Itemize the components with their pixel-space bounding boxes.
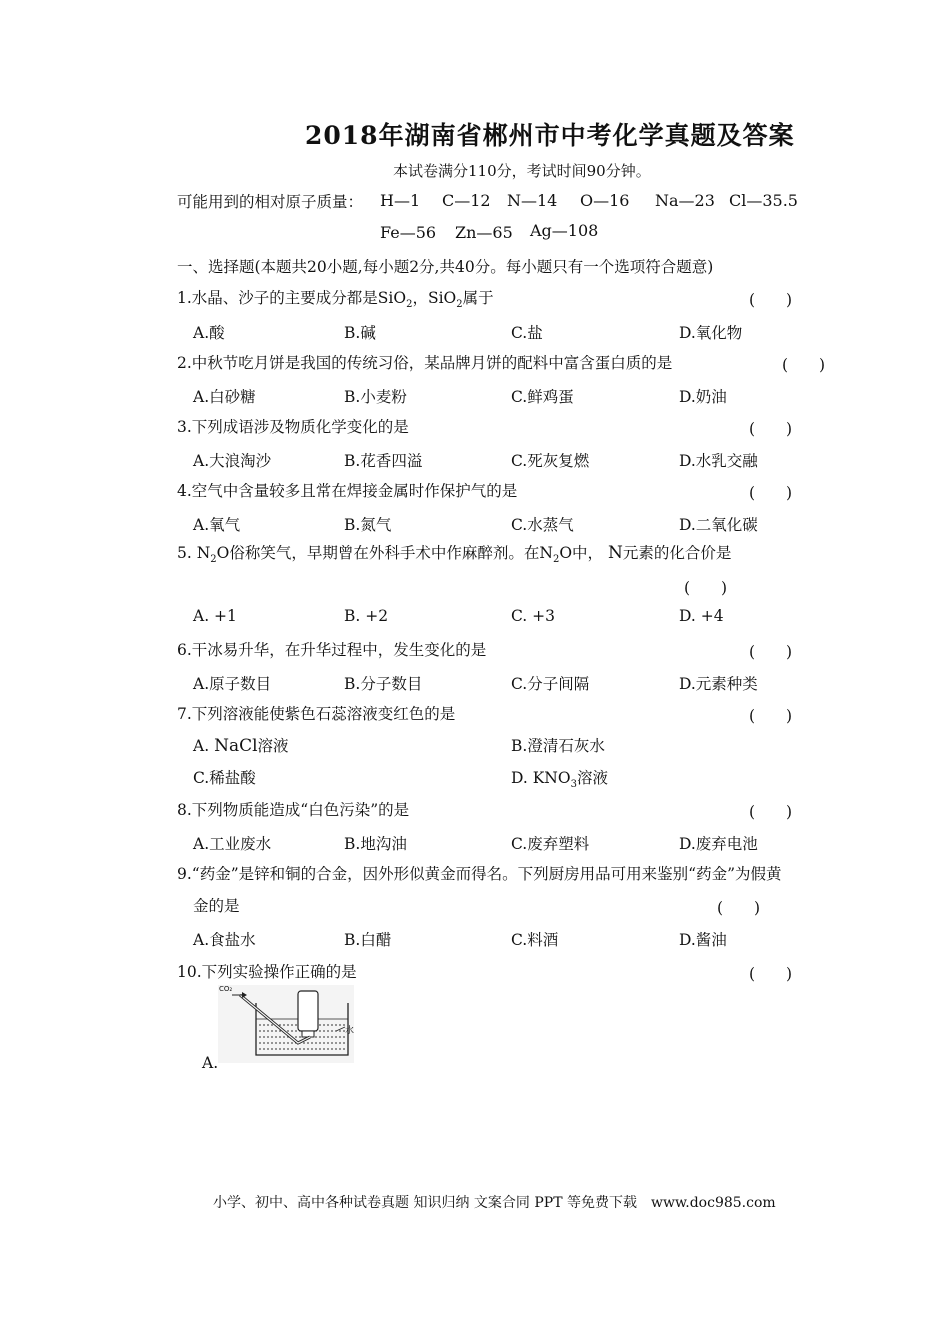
option-c: C. +3 (511, 607, 556, 625)
question-3-stem: 3.下列成语涉及物质化学变化的是 (177, 418, 409, 436)
question-1-stem: 1.水晶、沙子的主要成分都是SiO$_2$，SiO$_2$属于 (177, 289, 494, 311)
atomic-mass-ag: Ag—108 (530, 221, 599, 240)
answer-blank[interactable]: ( ) (749, 965, 793, 983)
option-d: D.酱油 (679, 931, 727, 949)
page-footer: 小学、初中、高中各种试卷真题 知识归纳 文案合同 PPT 等免费下载 www.doc985.com (213, 1195, 776, 1211)
option-a: A.氧气 (193, 516, 241, 534)
option-b: B.花香四溢 (344, 452, 423, 470)
answer-blank[interactable]: ( ) (717, 899, 761, 917)
option-b: B.澄清石灰水 (511, 737, 605, 755)
atomic-mass-label: 可能用到的相对原子质量： (177, 193, 364, 211)
option-d: D. $KNO_3$溶液 (511, 769, 608, 791)
option-a: A. NaCl溶液 (193, 736, 289, 756)
option-b: B.碱 (344, 324, 376, 342)
answer-blank[interactable]: ( ) (684, 579, 728, 597)
option-c: C.死灰复燃 (511, 452, 590, 470)
atomic-mass-c: C—12 (442, 191, 491, 210)
option-d: D.氧化物 (679, 324, 743, 342)
answer-blank[interactable]: ( ) (749, 803, 793, 821)
question-2-stem: 2.中秋节吃月饼是我国的传统习俗，某品牌月饼的配料中富含蛋白质的是 (177, 354, 673, 372)
option-a: A.工业废水 (193, 835, 272, 853)
answer-blank[interactable]: ( ) (749, 420, 793, 438)
option-c: C.稀盐酸 (193, 769, 256, 787)
option-c: C.料酒 (511, 931, 559, 949)
option-d: D. +4 (679, 607, 724, 625)
gas-collection-figure (218, 985, 354, 1063)
option-c: C.废弃塑料 (511, 835, 590, 853)
exam-info: 本试卷满分110分，考试时间90分钟。 (393, 162, 651, 180)
atomic-mass-h: H—1 (380, 191, 421, 210)
option-b: B.地沟油 (344, 835, 407, 853)
option-b: B.分子数目 (344, 675, 423, 693)
answer-blank[interactable]: ( ) (749, 707, 793, 725)
atomic-mass-n: N—14 (507, 191, 558, 210)
option-b: B.小麦粉 (344, 388, 407, 406)
atomic-mass-zn: Zn—65 (455, 223, 513, 242)
question-7-stem: 7.下列溶液能使紫色石蕊溶液变红色的是 (177, 705, 456, 723)
answer-blank[interactable]: ( ) (749, 291, 793, 309)
atomic-mass-o: O—16 (580, 191, 630, 210)
question-5-stem: 5. $N_2O$俗称笑气，早期曾在外科手术中作麻醉剂。在$N_2O$中， N元素的化合价是 (177, 543, 732, 566)
option-d: D.二氧化碳 (679, 516, 758, 534)
option-c: C.鲜鸡蛋 (511, 388, 574, 406)
water-label: 水 (345, 1026, 355, 1036)
answer-blank[interactable]: ( ) (782, 356, 826, 374)
question-10-stem: 10.下列实验操作正确的是 (177, 963, 357, 981)
option-c: C.分子间隔 (511, 675, 590, 693)
option-a: A.原子数目 (193, 675, 272, 693)
option-a: A.白砂糖 (193, 388, 256, 406)
option-d: D.废弃电池 (679, 835, 758, 853)
option-d: D.元素种类 (679, 675, 758, 693)
option-b: B. +2 (344, 607, 389, 625)
atomic-mass-fe: Fe—56 (380, 223, 437, 242)
option-a: A.酸 (193, 324, 225, 342)
option-a: A.食盐水 (193, 931, 256, 949)
atomic-mass-na: Na—23 (655, 191, 715, 210)
question-9-stem: 9.“药金”是锌和铜的合金，因外形似黄金而得名。下列厨房用品可用来鉴别“药金”为假黄 (177, 865, 782, 883)
page-title: 2018年湖南省郴州市中考化学真题及答案 (305, 121, 795, 150)
question-8-stem: 8.下列物质能造成“白色污染”的是 (177, 801, 410, 819)
option-b: B.白醋 (344, 931, 392, 949)
question-6-stem: 6.干冰易升华，在升华过程中，发生变化的是 (177, 641, 487, 659)
option-d: D.水乳交融 (679, 452, 758, 470)
option-c: C.水蒸气 (511, 516, 574, 534)
option-b: B.氮气 (344, 516, 392, 534)
answer-blank[interactable]: ( ) (749, 484, 793, 502)
question-9-stem-cont: 金的是 (193, 897, 240, 915)
option-c: C.盐 (511, 324, 543, 342)
option-a: A.大浪淘沙 (193, 452, 272, 470)
section-heading: 一、选择题(本题共20小题,每小题2分,共40分。每小题只有一个选项符合题意) (177, 258, 714, 276)
answer-blank[interactable]: ( ) (749, 643, 793, 661)
option-a: A. (202, 1054, 219, 1072)
option-d: D.奶油 (679, 388, 727, 406)
atomic-mass-cl: Cl—35.5 (729, 191, 798, 210)
option-a: A. +1 (193, 607, 237, 625)
co2-label: CO₂ (219, 985, 233, 993)
question-4-stem: 4.空气中含量较多且常在焊接金属时作保护气的是 (177, 482, 518, 500)
